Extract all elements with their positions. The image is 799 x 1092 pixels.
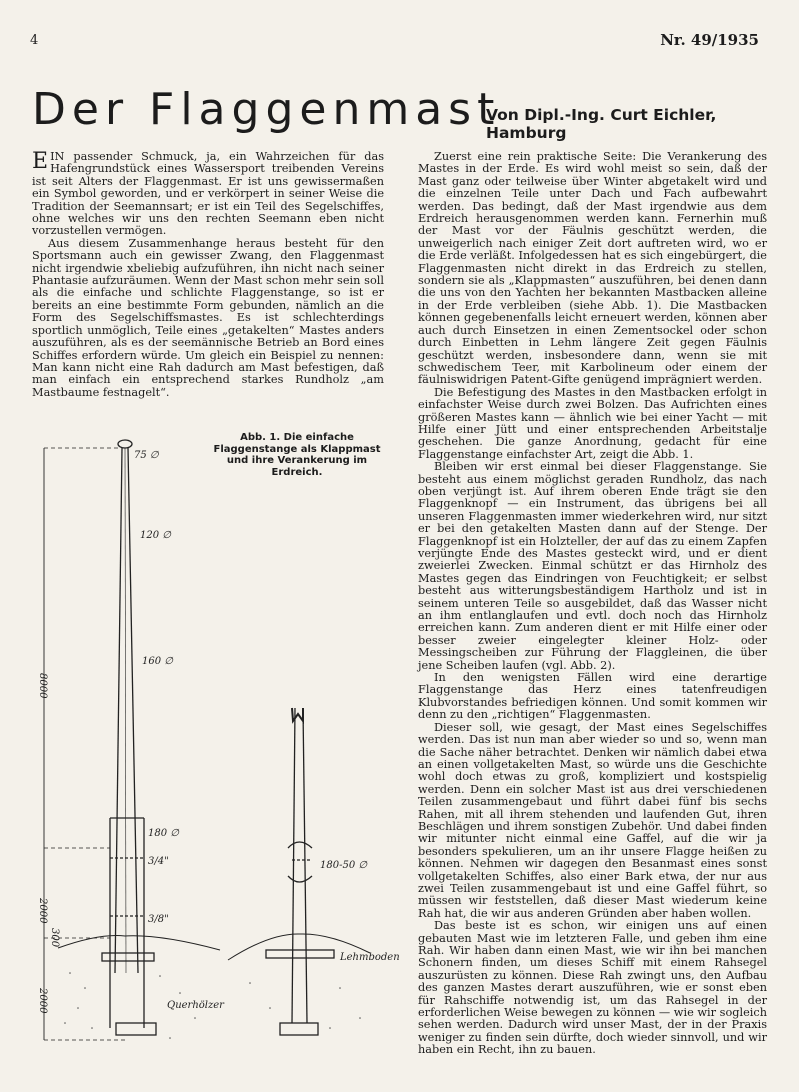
paragraph: EIN passender Schmuck, ja, ein Wahrzeichen für das Hafengrundstück eines Wassersport treibenden Vereins ist seit Alters der Flaggenmast. Er ist uns gewissermaßen ein Symbol geworden, und er verkörpert in seiner Weise die Tradition der Seemannsart; er ist ein Teil des Segelschiffes, ohne welches wir uns den rechten Seemann eben nicht vorzustellen vermögen.	[32, 149, 384, 238]
label-len2000a: 2000	[37, 898, 48, 924]
column-right	[418, 151, 767, 1057]
label-lehmboden: Lehmboden	[340, 952, 400, 963]
label-querholzer: Querhölzer	[167, 1000, 224, 1011]
paragraph: Aus diesem Zusammenhange heraus besteht für den Sportsmann auch ein gewisser Zwang, den Flaggenmast nicht irgendwie xbeliebig aufzuführen, ihn nicht nach seiner Phantasie aufzuräumen. Wenn der Mast schon mehr sein soll als die einfache und schlichte Flaggenstange, so ist er bereits an eine bestimmte Form gebunden, nämlich an die Form des Segelschiffsmastes. Es ist schlechterdings sportlich unmöglich, Teile eines „getakelten“ Mastes anders auszuführen, als es der seemännische Betrieb an Bord eines Schiffes erfordern würde. Um gleich ein Beispiel zu nennen: Man kann nicht eine Rah dadurch am Mast befestigen, daß man einfach ein entsprechend starkes Rundholz „am Mastbaume festnagelt“.	[32, 236, 384, 399]
label-d75: 75 ∅	[134, 450, 159, 461]
flagpole-lines	[44, 440, 370, 1040]
paragraph: Bleiben wir erst einmal bei dieser Flaggenstange. Sie besteht aus einem möglichst geraden Rundholz, das nach oben verjüngt ist. Auf ihrem oberen Ende trägt sie den Flaggenknopf — ein Instrument, das übrigens bei all unseren Flaggenmasten immer wiederkehren wird, nur sitzt er bei den getakelten Masten dann auf der Stenge. Der Flaggenknopf ist ein Holzteller, der auf das zu einem Zapfen verjüngte Ende des Mastes gesteckt wird, und er dient zweierlei Zwecken. Einmal schützt er das Hirnholz des Mastes gegen das Eindringen von Feuchtigkeit; er selbst besteht aus witterungsbeständigem Hartholz und ist in seinem unteren Teile so ausgebildet, daß das Wasser nicht an ihm entlanglaufen und evtl. doch noch das Hirnholz erreichen kann. Zum anderen dient er mit Hilfe einer oder besser zweier eingelegter kleiner Holz- oder Messingscheiben zur Führung der Flaggleinen, die über jene Scheiben laufen (vgl. Abb. 2).	[418, 460, 767, 672]
label-len8000: 8000	[37, 673, 48, 699]
issue-number: Nr. 49/1935	[660, 31, 759, 49]
page-number: 4	[30, 33, 39, 48]
label-d180: 180 ∅	[148, 828, 179, 839]
paragraph: In den wenigsten Fällen wird eine derartige Flaggenstange das Herz eines tatenfreudigen Klubvorstandes befriedigen können. Und somit kommen wir denn zu den „richtigen“ Flaggenmasten.	[418, 671, 767, 722]
article-title: Der Flaggenmast	[32, 84, 501, 135]
figure-caption: Abb. 1. Die einfache Flaggenstange als Klappmast und ihre Verankerung im Erdreich.	[213, 432, 381, 478]
label-d120: 120 ∅	[140, 530, 171, 541]
label-len300: 300	[49, 928, 60, 948]
label-d160: 160 ∅	[142, 656, 173, 667]
label-r38: 3/8"	[148, 914, 169, 925]
flagpole-drawing	[30, 428, 400, 1053]
paragraph: Zuerst eine rein praktische Seite: Die Verankerung des Mastes in der Erde. Es wird wohl meist so sein, daß der Mast ganz oder teilweise über Winter abgetakelt wird und die einzelnen Teile unter Dach und Fach aufbewahrt werden. Das bedingt, daß der Mast irgendwie aus dem Erdreich herausgenommen werden kann. Fernerhin muß der Mast vor der Fäulnis geschützt werden, die unweigerlich nach einiger Zeit dort auftreten wird, wo er die Erde verläßt. Infolgedessen hat es sich eingebürgert, die Flaggenmasten nicht direkt in das Erdreich zu stellen, sondern sie als „Klappmasten“ auszuführen, bei denen dann die uns von den Yachten her bekannten Mastbacken alleine in der Erde verbleiben (siehe Abb. 1). Die Mastbacken können gegebenenfalls leicht erneuert werden, können aber auch durch Einsetzen in einen Zementsockel oder schon durch Einbetten in Lehm längere Zeit gegen Fäulnis geschützt werden, insbesondere dann, wenn sie mit schwedischem Teer, mit Karbolineum oder einem der fäulniswidrigen Patent-Gifte genügend imprägniert werden.	[418, 150, 767, 387]
label-r34: 3/4"	[148, 856, 169, 867]
drop-cap: E	[32, 149, 49, 174]
flag-knob	[118, 440, 132, 448]
label-d180-50: 180-50 ∅	[320, 860, 368, 871]
column-left	[32, 151, 384, 399]
label-len2000b: 2000	[37, 988, 48, 1014]
paragraph: Dieser soll, wie gesagt, der Mast eines Segelschiffes werden. Das ist nun man aber wieder so und so, wenn man die Sache näher betrachtet. Denken wir nämlich dabei etwa an einen vollgetakelten Mast, so würde uns die Geschichte wohl doch etwas zu groß, kompliziert und kostspielig werden. Denn ein solcher Mast ist aus drei verschiedenen Teilen zusammengebaut und führt dabei fünf bis sechs Rahen, mit all ihrem stehenden und laufenden Gut, ihren Beschlägen und ihrem sonstigen Zubehör. Und dabei finden wir mitunter nicht einmal eine Gaffel, auf die wir ja besonders spekulieren, um an ihr unsere Flagge heißen zu können. Nehmen wir dagegen den Besanmast eines sonst vollgetakelten Schiffes, also einer Bark etwa, der nur aus zwei Teilen zusammengebaut ist und eine Gaffel führt, so müssen wir feststellen, daß dieser Mast wiederum keine Rah hat, die wir aus anderen Gründen aber haben wollen.	[418, 720, 767, 920]
paragraph: Die Befestigung des Mastes in den Mastbacken erfolgt in einfachster Weise durch zwei Bolzen. Das Aufrichten eines größeren Mastes kann — ähnlich wie bei einer Yacht — mit Hilfe einer Jütt und einer entsprechenden Arbeitstalje geschehen. Die ganze Anordnung, gedacht für eine Flaggenstange einfachster Art, zeigt die Abb. 1.	[418, 385, 767, 461]
paragraph: Das beste ist es schon, wir einigen uns auf einen gebauten Mast wie im letzteren Falle, und geben ihm eine Rah. Wir haben dann einen Mast, wie wir ihn bei manchen Schonern finden, um dieses Schiff mit einem Rahsegel auszurüsten zu können. Diese Rah zwingt uns, den Aufbau des ganzen Mastes derart auszuführen, wie er sonst eben für Rahschiffe notwendig ist, um das Rahsegel in der erforderlichen Weise bewegen zu können — wie wir sogleich sehen werden. Dadurch wird unser Mast, der in der Praxis weniger zu finden sein dürfte, doch wieder sinnvoll, und wir haben ein Recht, ihn zu bauen.	[418, 919, 767, 1057]
article-author: Von Dipl.-Ing. Curt Eichler, Hamburg	[486, 106, 717, 142]
